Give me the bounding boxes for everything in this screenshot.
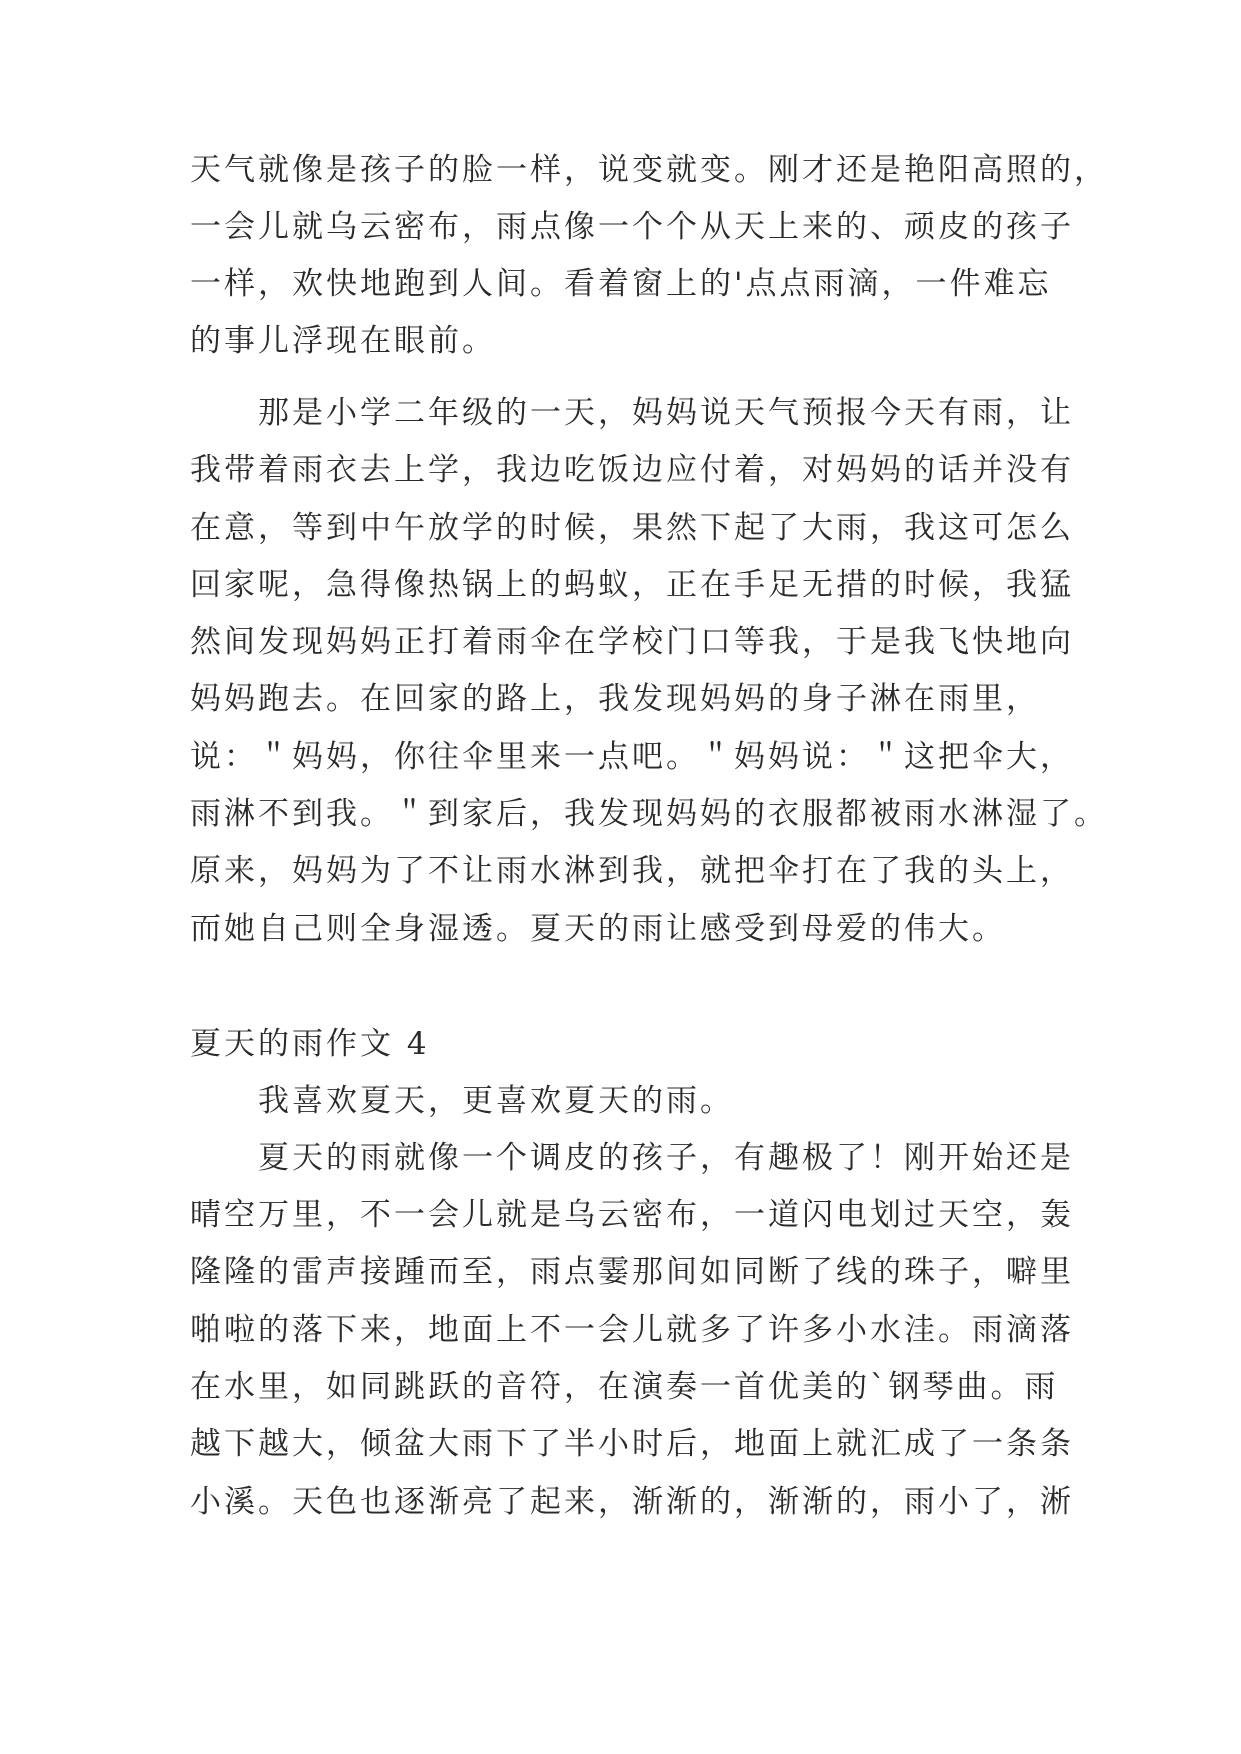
paragraph-line: 我带着雨衣去上学，我边吃饭边应付着，对妈妈的话并没有: [190, 452, 1074, 488]
section-heading: 夏天的雨作文 4: [190, 1026, 430, 1062]
paragraph-line: 我喜欢夏天，更喜欢夏天的雨。: [190, 1083, 734, 1119]
paragraph-line: 在意，等到中午放学的时候，果然下起了大雨，我这可怎么: [190, 510, 1074, 546]
paragraph-line: 天气就像是孩子的脸一样，说变就变。刚才还是艳阳高照的，: [190, 152, 1108, 188]
paragraph-line: 而她自己则全身湿透。夏天的雨让感受到母爱的伟大。: [190, 911, 1006, 947]
paragraph-line: 隆隆的雷声接踵而至，雨点霎那间如同断了线的珠子，噼里: [190, 1254, 1074, 1290]
paragraph-line: 回家呢，急得像热锅上的蚂蚁，正在手足无措的时候，我猛: [190, 567, 1074, 603]
paragraph-line: 那是小学二年级的一天，妈妈说天气预报今天有雨，让: [190, 395, 1074, 431]
paragraph-line: 妈妈跑去。在回家的路上，我发现妈妈的身子淋在雨里，: [190, 681, 1040, 717]
paragraph-line: 小溪。天色也逐渐亮了起来，渐渐的，渐渐的，雨小了，淅: [190, 1484, 1074, 1520]
paragraph-line: 在水里，如同跳跃的音符，在演奏一首优美的`钢琴曲。雨: [190, 1369, 1059, 1405]
paragraph-line: 夏天的雨就像一个调皮的孩子，有趣极了！刚开始还是: [190, 1140, 1074, 1176]
paragraph-line: 说：＂妈妈，你往伞里来一点吧。＂妈妈说：＂这把伞大，: [190, 739, 1074, 775]
paragraph-line: 一会儿就乌云密布，雨点像一个个从天上来的、顽皮的孩子: [190, 209, 1074, 245]
paragraph-line: 越下越大，倾盆大雨下了半小时后，地面上就汇成了一条条: [190, 1426, 1074, 1462]
paragraph-line: 一样，欢快地跑到人间。看着窗上的'点点雨滴，一件难忘: [190, 266, 1052, 302]
paragraph-line: 啪啦的落下来，地面上不一会儿就多了许多小水洼。雨滴落: [190, 1312, 1074, 1348]
paragraph-line: 原来，妈妈为了不让雨水淋到我，就把伞打在了我的头上，: [190, 853, 1074, 889]
paragraph-line: 然间发现妈妈正打着雨伞在学校门口等我，于是我飞快地向: [190, 624, 1074, 660]
paragraph-line: 晴空万里，不一会儿就是乌云密布，一道闪电划过天空，轰: [190, 1197, 1074, 1233]
paragraph-line: 的事儿浮现在眼前。: [190, 323, 496, 359]
paragraph-line: 雨淋不到我。＂到家后，我发现妈妈的衣服都被雨水淋湿了。: [190, 796, 1108, 832]
